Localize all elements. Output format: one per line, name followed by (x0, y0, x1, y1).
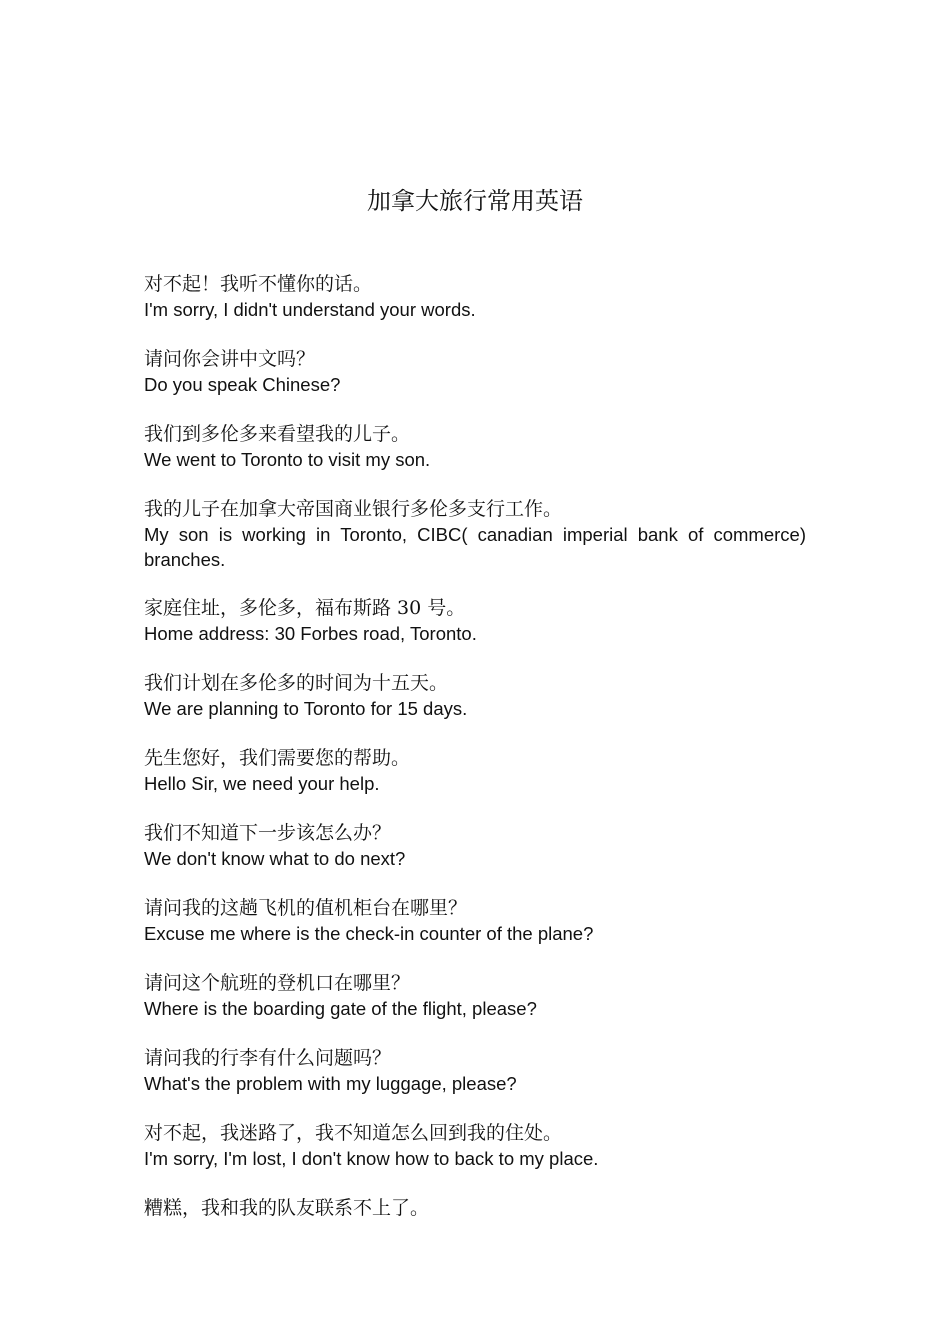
phrase-entry (144, 347, 806, 422)
english-translation: Where is the boarding gate of the flight, please? (144, 998, 537, 1019)
english-translation: I'm sorry, I didn't understand your words. (144, 299, 476, 320)
english-translation: Hello Sir, we need your help. (144, 773, 380, 794)
english-translation: We don't know what to do next? (144, 848, 406, 869)
phrase-entry (144, 497, 806, 596)
phrase-entry (144, 896, 806, 971)
english-translation: Home address: 30 Forbes road, Toronto. (144, 623, 477, 644)
chinese-phrase: 先生您好，我们需要您的帮助。 (144, 747, 411, 769)
chinese-phrase: 我的儿子在加拿大帝国商业银行多伦多支行工作。 (144, 498, 563, 520)
phrase-entry (144, 422, 806, 497)
phrase-entry (144, 821, 806, 896)
chinese-phrase: 请问这个航班的登机口在哪里？ (144, 972, 411, 994)
english-translation: My son is working in Toronto, CIBC( canadian imperial bank of commerce) branches. (144, 524, 806, 570)
chinese-phrase: 对不起！我听不懂你的话。 (144, 273, 373, 295)
phrase-entry (144, 746, 806, 821)
english-translation: I'm sorry, I'm lost, I don't know how to back to my place. (144, 1148, 599, 1169)
phrase-list (144, 272, 806, 1271)
chinese-phrase: 我们不知道下一步该怎么办？ (144, 822, 392, 844)
chinese-phrase: 我们计划在多伦多的时间为十五天。 (144, 672, 449, 694)
english-translation: Excuse me where is the check-in counter of the plane? (144, 923, 594, 944)
chinese-phrase: 请问我的行李有什么问题吗？ (144, 1047, 392, 1069)
english-translation: Do you speak Chinese? (144, 374, 341, 395)
phrase-entry (144, 1046, 806, 1121)
chinese-phrase: 请问你会讲中文吗？ (144, 348, 316, 370)
english-translation: What's the problem with my luggage, please? (144, 1073, 517, 1094)
chinese-phrase: 请问我的这趟飞机的值机柜台在哪里？ (144, 897, 468, 919)
english-translation: We are planning to Toronto for 15 days. (144, 698, 468, 719)
english-translation: We went to Toronto to visit my son. (144, 449, 431, 470)
chinese-phrase: 家庭住址，多伦多，福布斯路 30 号。 (144, 597, 466, 619)
chinese-phrase: 对不起，我迷路了，我不知道怎么回到我的住处。 (144, 1122, 563, 1144)
phrase-entry (144, 596, 806, 671)
phrase-entry (144, 971, 806, 1046)
chinese-phrase: 我们到多伦多来看望我的儿子。 (144, 423, 411, 445)
chinese-phrase: 糟糕，我和我的队友联系不上了。 (144, 1197, 430, 1219)
phrase-entry (144, 1196, 806, 1271)
phrase-entry (144, 1121, 806, 1196)
phrase-entry (144, 671, 806, 746)
phrase-entry (144, 272, 806, 347)
document-title: 加拿大旅行常用英语 (367, 187, 583, 215)
